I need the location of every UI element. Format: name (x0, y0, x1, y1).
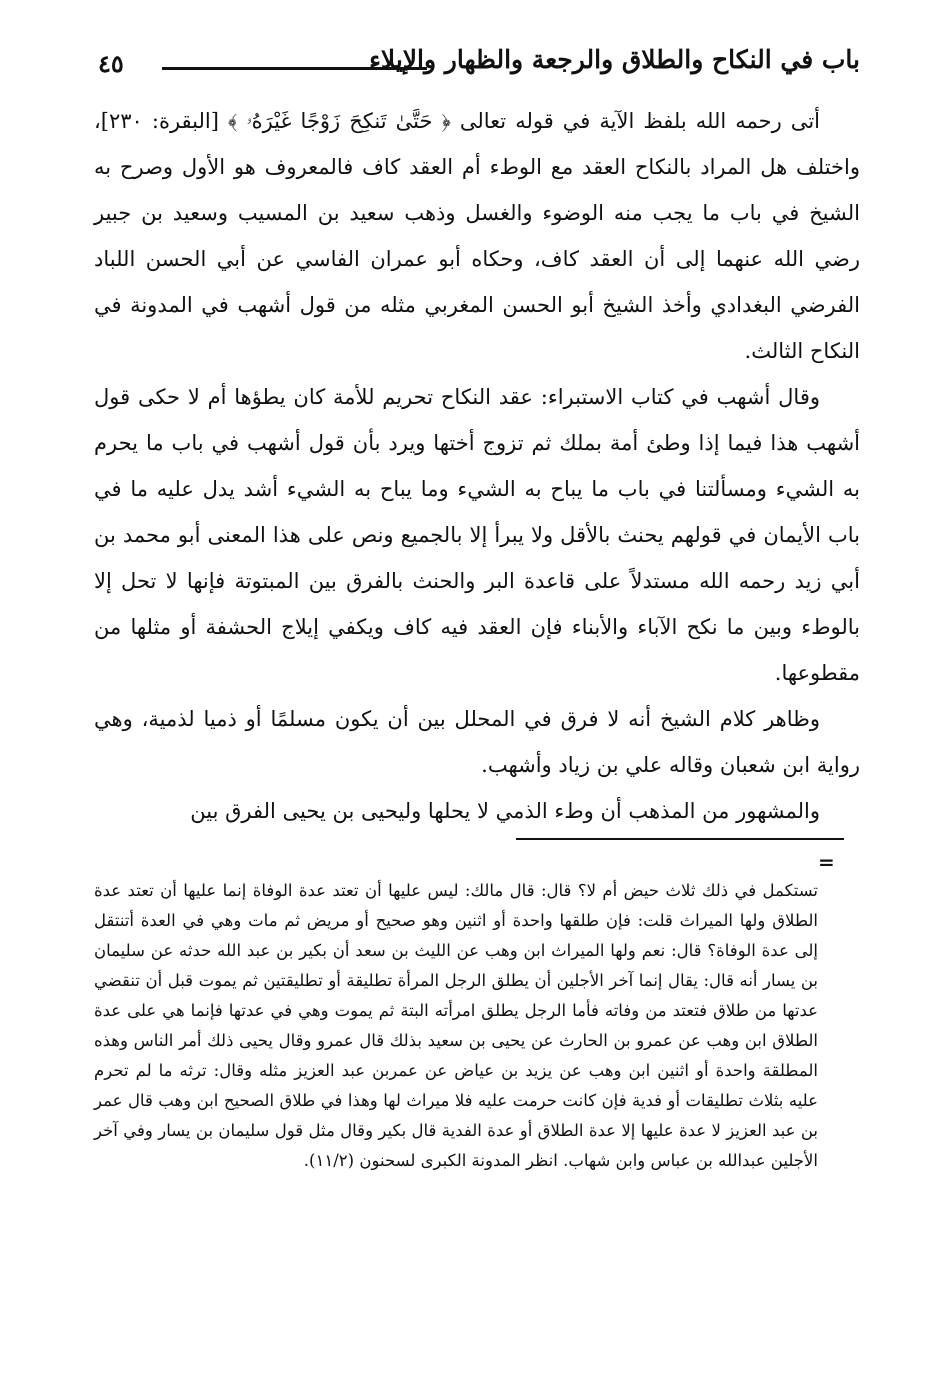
paragraph: أتى رحمه الله بلفظ الآية في قوله تعالى ﴿ حَتَّىٰ تَنكِحَ زَوْجًا غَيْرَهُۥ ﴾ [البقرة: ٢٣٠]، واختلف هل المراد بالنكاح العقد مع الوطء أم العقد كاف فالمعروف هو الأول وصرح به الشيخ في باب ما يجب منه الوضوء والغسل وذهب سعيد بن المسيب وسعيد بن جبير رضي الله عنهما إلى أن العقد كاف، وحكاه أبو عمران الفاسي عن أبي الحسن اللباد الفرضي البغدادي وأخذ الشيخ أبو الحسن المغربي مثله من قول أشهب في المدونة في النكاح الثالث. (94, 109, 860, 363)
paragraph: والمشهور من المذهب أن وطء الذمي لا يحلها وليحيى بن يحيى الفرق بين (190, 799, 820, 823)
main-text (94, 98, 860, 834)
footnote-continuation-mark: = (818, 850, 835, 874)
paragraph: وقال أشهب في كتاب الاستبراء: عقد النكاح تحريم للأمة كان يطؤها أم لا حكى قول أشهب هذا فيما إذا وطئ أمة بملك ثم تزوج أختها ويرد بأن قول أشهب في باب ما يحرم به الشيء ومسألتنا في باب ما يباح به الشيء وما يباح به الشيء أشد يدل عليه ما في باب الأيمان في قولهم يحنث بالأقل ولا يبرأ إلا بالجميع ونص على هذا المعنى أبو محمد بن أبي زيد رحمه الله مستدلاً على قاعدة البر والحنث بالفرق بين المبتوتة فإنها لا تحل إلا بالوطء وبين ما نكح الآباء والأبناء فإن العقد فيه كاف ويكفي إيلاج الحشفة أو مثلها من مقطوعها. (94, 385, 860, 685)
page-number: ٤٥ (98, 49, 124, 78)
paragraph: وظاهر كلام الشيخ أنه لا فرق في المحلل بين أن يكون مسلمًا أو ذميا لذمية، وهي رواية ابن شعبان وقاله علي بن زياد وأشهب. (94, 707, 860, 777)
running-title: باب في النكاح والطلاق والرجعة والظهار والإيلاء (369, 45, 860, 74)
footnote-text: تستكمل في ذلك ثلاث حيض أم لا؟ قال: قال مالك: ليس عليها أن تعتد عدة الوفاة إنما عليها أن تعتد عدة الطلاق ولها الميراث قلت: فإن طلقها واحدة أو اثنين وهو صحيح أو مريض ثم مات وهي في العدة أتنتقل إلى عدة الوفاة؟ قال: نعم ولها الميراث ابن وهب عن الليث بن سعد أن بكير بن عبد الله حدثه عن سليمان بن يسار أنه قال: يقال إنما آخر الأجلين أن يطلق الرجل المرأة تطليقة أو تطليقتين ثم يموت قبل أن تنقضي عدتها من طلاق فتعتد من وفاته فأما الرجل يطلق امرأته البتة ثم يموت وهي في عدتها فإنما هي على عدة الطلاق ابن وهب عن عمرو بن الحارث عن يحيى بن سعيد بذلك قال عمرو وقال يحيى ذلك أمر الناس وهذه المطلقة واحدة أو اثنين ابن وهب عن يزيد بن عياض عن عمربن عبد العزيز مثله وقال: ترثه ما لم تحرم عليه بثلاث تطليقات أو فدية فإن كانت حرمت عليه فلا ميراث لها وهذا في طلاق الصحيح ابن وهب قال عمر بن عبد العزيز لا عدة عليها إلا عدة الطلاق أو عدة الفدية قال بكير وقال مثل قول سليمان بن يسار وفي آخر الأجلين عبدالله بن عباس وابن شهاب. انظر المدونة الكبرى لسحنون (١١/٢). (94, 881, 818, 1170)
footnote-separator (516, 838, 844, 840)
footnote (94, 876, 818, 1176)
page-header (90, 45, 860, 89)
